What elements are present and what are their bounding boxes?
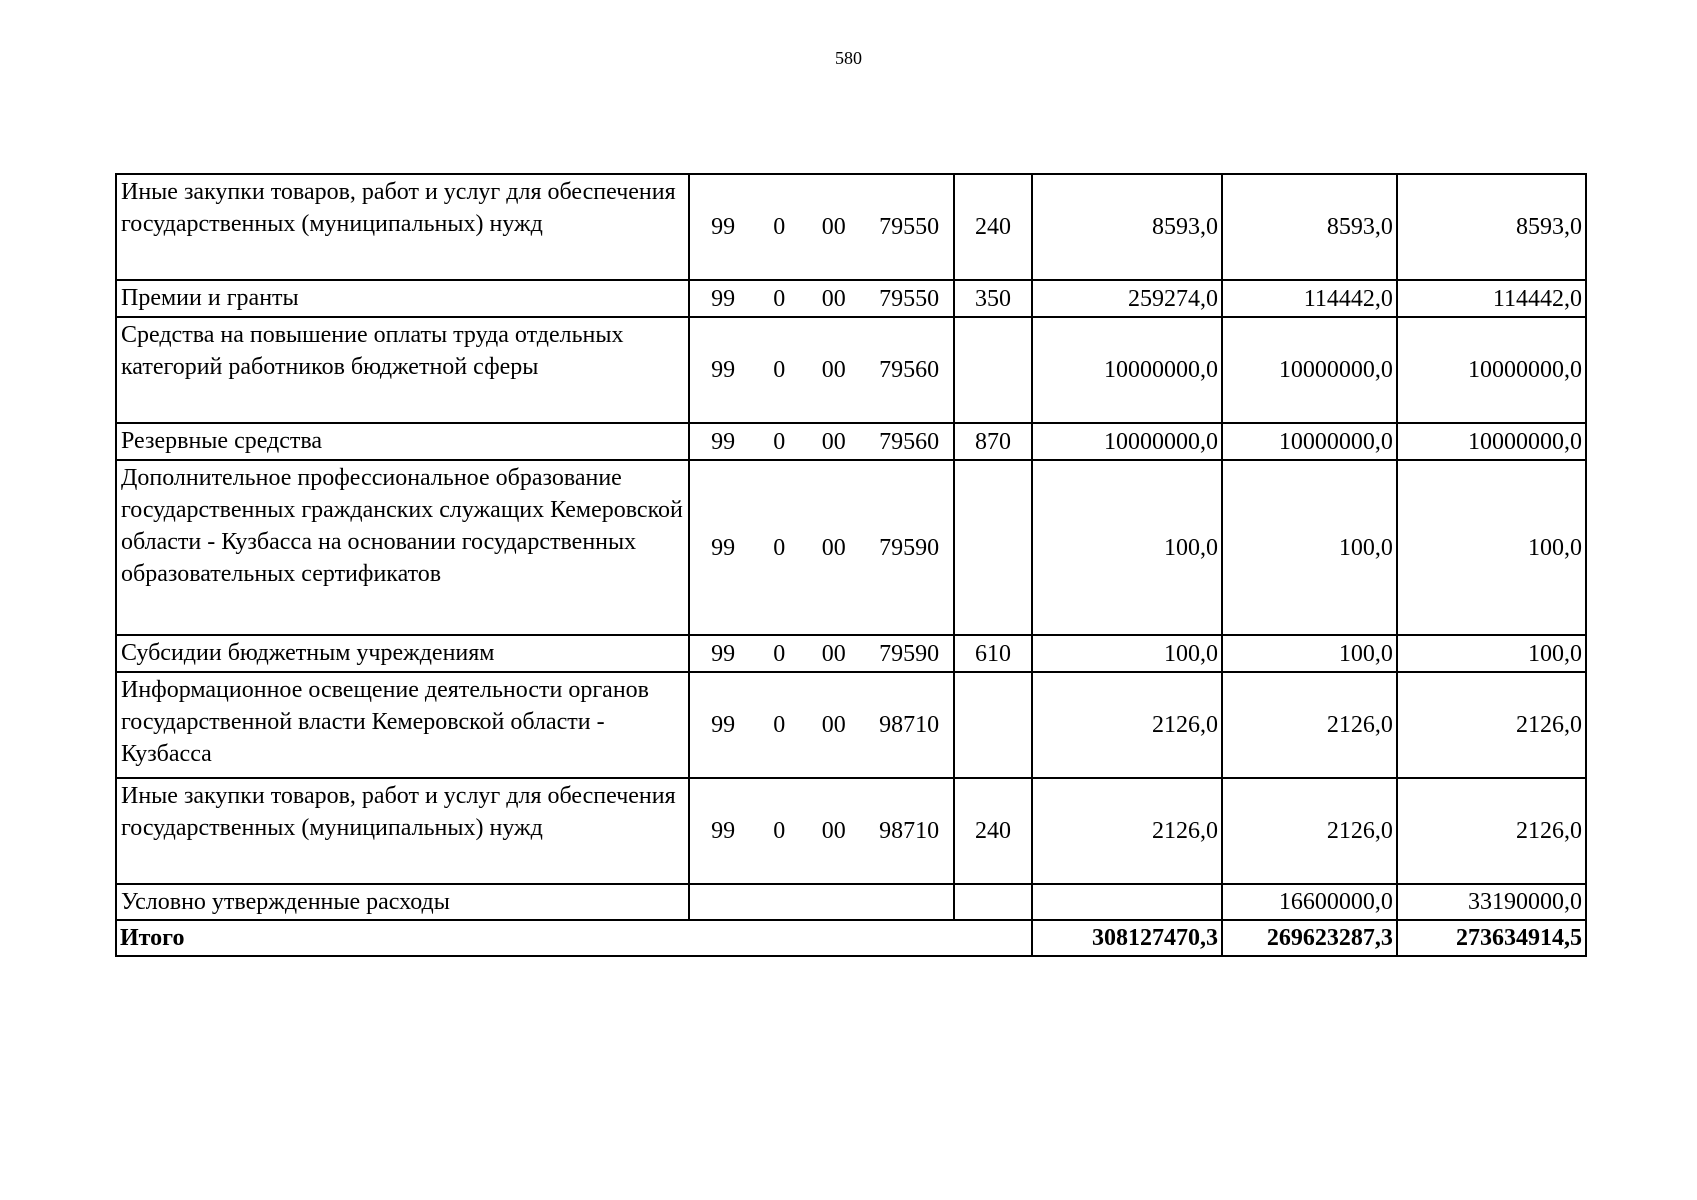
amount-year-2: 114442,0 [1222,280,1397,317]
total-year-1: 308127470,3 [1032,920,1222,956]
code-program: 0 [756,423,803,460]
code-section: 99 [689,317,756,423]
code-program: 0 [756,174,803,280]
code-program: 0 [756,460,803,635]
amount-year-3: 10000000,0 [1397,423,1586,460]
amount-year-2: 100,0 [1222,460,1397,635]
row-name: Резервные средства [116,423,689,460]
table-row [116,635,1586,672]
code-section: 99 [689,174,756,280]
code-direction: 79560 [865,317,954,423]
code-subprogram: 00 [802,317,865,423]
amount-year-2: 2126,0 [1222,778,1397,884]
code-direction: 79550 [865,280,954,317]
code-program: 0 [756,635,803,672]
code-subprogram: 00 [802,423,865,460]
table-row [116,884,1586,920]
code-subprogram: 00 [802,672,865,778]
amount-year-3: 2126,0 [1397,672,1586,778]
total-row [116,920,1586,956]
total-label: Итого [116,920,1032,956]
code-expense-type [954,884,1032,920]
amount-year-3: 8593,0 [1397,174,1586,280]
amount-year-1: 2126,0 [1032,778,1222,884]
row-name: Условно утвержденные расходы [116,884,689,920]
total-year-3: 273634914,5 [1397,920,1586,956]
code-subprogram: 00 [802,635,865,672]
amount-year-1: 2126,0 [1032,672,1222,778]
amount-year-2: 100,0 [1222,635,1397,672]
amount-year-2: 10000000,0 [1222,317,1397,423]
amount-year-2: 10000000,0 [1222,423,1397,460]
code-section: 99 [689,460,756,635]
row-name: Средства на повышение оплаты труда отдельных категорий работников бюджетной сферы [116,317,689,423]
code-program: 0 [756,280,803,317]
code-expense-type: 240 [954,778,1032,884]
amount-year-3: 100,0 [1397,460,1586,635]
table-row [116,174,1586,280]
amount-year-3: 114442,0 [1397,280,1586,317]
amount-year-2: 8593,0 [1222,174,1397,280]
amount-year-1: 259274,0 [1032,280,1222,317]
code-direction: 79550 [865,174,954,280]
table-row [116,423,1586,460]
code-subprogram: 00 [802,280,865,317]
amount-year-1: 8593,0 [1032,174,1222,280]
code-program: 0 [756,672,803,778]
row-name: Иные закупки товаров, работ и услуг для обеспечения государственных (муниципальных) нужд [116,778,689,884]
code-direction: 98710 [865,672,954,778]
amount-year-1 [1032,884,1222,920]
row-name: Субсидии бюджетным учреждениям [116,635,689,672]
amount-year-2: 2126,0 [1222,672,1397,778]
code-program: 0 [756,778,803,884]
amount-year-1: 10000000,0 [1032,423,1222,460]
code-expense-type: 610 [954,635,1032,672]
code-section: 99 [689,280,756,317]
code-subprogram: 00 [802,174,865,280]
code-section: 99 [689,672,756,778]
table-row [116,778,1586,884]
page-number: 580 [835,48,862,68]
code-expense-type: 350 [954,280,1032,317]
amount-year-3: 2126,0 [1397,778,1586,884]
table-row [116,280,1586,317]
code-direction: 79590 [865,635,954,672]
code-section: 99 [689,778,756,884]
code-section: 99 [689,635,756,672]
table-row [116,317,1586,423]
code-direction: 79560 [865,423,954,460]
code-expense-type: 870 [954,423,1032,460]
table-row [116,672,1586,778]
table-row [116,460,1586,635]
code-expense-type [954,460,1032,635]
amount-year-1: 10000000,0 [1032,317,1222,423]
code-subprogram: 00 [802,778,865,884]
amount-year-3: 10000000,0 [1397,317,1586,423]
budget-table [115,173,1587,957]
row-name: Информационное освещение деятельности органов государственной власти Кемеровской области - Кузбасса [116,672,689,778]
amount-year-1: 100,0 [1032,460,1222,635]
amount-year-1: 100,0 [1032,635,1222,672]
code-expense-type: 240 [954,174,1032,280]
code-subprogram: 00 [802,460,865,635]
row-name: Премии и гранты [116,280,689,317]
code-direction: 79590 [865,460,954,635]
amount-year-3: 33190000,0 [1397,884,1586,920]
code-direction: 98710 [865,778,954,884]
code-program: 0 [756,317,803,423]
total-year-2: 269623287,3 [1222,920,1397,956]
code-expense-type [954,317,1032,423]
row-name: Дополнительное профессиональное образование государственных гражданских служащих Кемеровской области - Кузбасса на основании государственных образовательных сертификатов [116,460,689,635]
code-expense-type [954,672,1032,778]
code-section: 99 [689,423,756,460]
amount-year-2: 16600000,0 [1222,884,1397,920]
row-name: Иные закупки товаров, работ и услуг для обеспечения государственных (муниципальных) нужд [116,174,689,280]
amount-year-3: 100,0 [1397,635,1586,672]
code-group-empty [689,884,954,920]
